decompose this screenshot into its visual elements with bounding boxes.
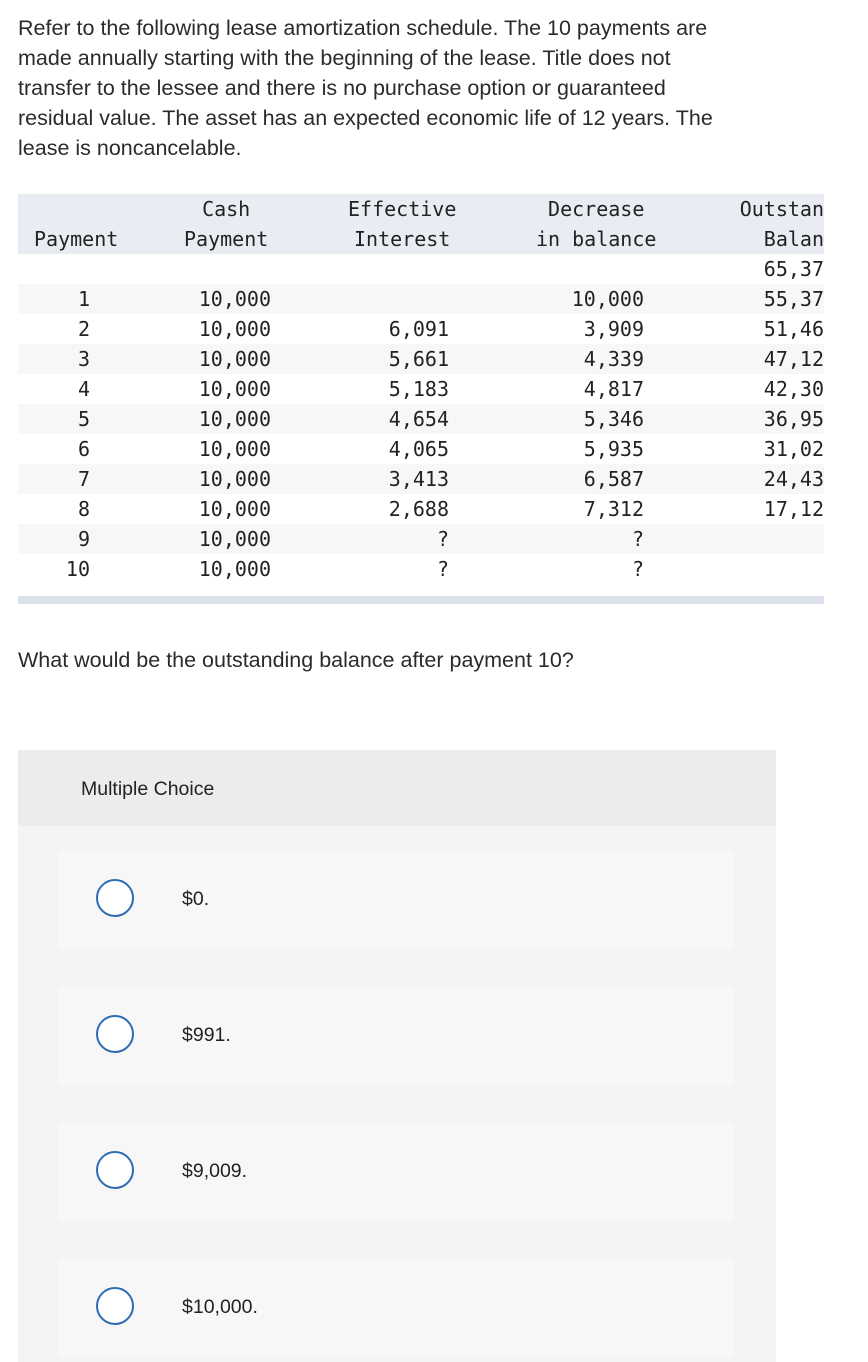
cell-cash: 10,000	[198, 467, 271, 491]
opening-balance: 65,37	[763, 257, 824, 281]
choice-option-0[interactable]	[58, 850, 734, 950]
choice-label: $10,000.	[182, 1296, 258, 1318]
cell-payment: 10	[65, 557, 90, 581]
multiple-choice-title: Multiple Choice	[81, 778, 215, 800]
cell-decrease: 5,346	[583, 407, 644, 431]
cell-balance: 55,37	[763, 287, 824, 311]
cell-cash: 10,000	[198, 287, 271, 311]
cell-interest: 6,091	[388, 317, 449, 341]
radio-button-icon[interactable]	[96, 1151, 134, 1189]
radio-button-icon[interactable]	[96, 1015, 134, 1053]
cell-payment: 1	[77, 287, 90, 311]
question-line: lease is noncancelable.	[18, 136, 242, 160]
cell-cash: 10,000	[198, 497, 271, 521]
cell-balance: 24,43	[763, 467, 824, 491]
cell-balance: 17,12	[763, 497, 824, 521]
header-outstanding-balance: Outstan Balan	[739, 197, 824, 251]
question-line: transfer to the lessee and there is no purchase option or guaranteed	[18, 76, 666, 100]
cell-decrease: ?	[631, 557, 644, 581]
cell-balance: 31,02	[763, 437, 824, 461]
cell-decrease: ?	[631, 527, 644, 551]
cell-decrease: 5,935	[583, 437, 644, 461]
cell-payment: 7	[77, 467, 90, 491]
question-line: made annually starting with the beginning of the lease. Title does not	[18, 46, 671, 70]
cell-cash: 10,000	[198, 347, 271, 371]
cell-payment: 8	[77, 497, 90, 521]
cell-decrease: 4,339	[583, 347, 644, 371]
cell-cash: 10,000	[198, 527, 271, 551]
cell-cash: 10,000	[198, 317, 271, 341]
cell-balance: 42,30	[763, 377, 824, 401]
cell-interest: 3,413	[388, 467, 449, 491]
cell-decrease: 10,000	[571, 287, 644, 311]
row-band	[18, 524, 824, 554]
radio-button-icon[interactable]	[96, 879, 134, 917]
question-line: residual value. The asset has an expected economic life of 12 years. The	[18, 106, 713, 130]
header-decrease-in-balance: Decrease in balance	[536, 197, 657, 251]
cell-interest: 5,183	[388, 377, 449, 401]
header-cash-payment: Cash Payment	[184, 197, 269, 251]
cell-interest: 5,661	[388, 347, 449, 371]
cell-decrease: 7,312	[583, 497, 644, 521]
question-line: Refer to the following lease amortization schedule. The 10 payments are	[18, 16, 708, 40]
cell-interest: 4,065	[388, 437, 449, 461]
table-footer-bar	[18, 596, 824, 604]
header-effective-interest: Effective Interest	[348, 197, 457, 251]
cell-cash: 10,000	[198, 557, 271, 581]
cell-interest: ?	[436, 527, 449, 551]
cell-decrease: 6,587	[583, 467, 644, 491]
cell-payment: 5	[77, 407, 90, 431]
cell-balance: 47,12	[763, 347, 824, 371]
radio-button-icon[interactable]	[96, 1287, 134, 1325]
choice-label: $9,009.	[182, 1160, 248, 1182]
choice-option-1[interactable]	[58, 986, 734, 1086]
cell-interest: ?	[436, 557, 449, 581]
followup-question: What would be the outstanding balance after payment 10?	[18, 648, 574, 672]
row-band	[18, 284, 824, 314]
cell-interest: 2,688	[388, 497, 449, 521]
cell-payment: 3	[77, 347, 90, 371]
cell-cash: 10,000	[198, 407, 271, 431]
multiple-choice-header	[18, 750, 776, 826]
choice-option-2[interactable]	[58, 1122, 734, 1222]
cell-interest: 4,654	[388, 407, 449, 431]
cell-cash: 10,000	[198, 437, 271, 461]
cell-cash: 10,000	[198, 377, 271, 401]
cell-payment: 9	[77, 527, 90, 551]
cell-balance: 51,46	[763, 317, 824, 341]
header-payment: Payment	[34, 227, 119, 251]
choice-label: $991.	[182, 1024, 231, 1046]
table-header	[18, 194, 824, 254]
cell-decrease: 3,909	[583, 317, 644, 341]
choice-label: $0.	[182, 888, 210, 910]
choice-option-3[interactable]	[58, 1258, 734, 1358]
cell-payment: 2	[77, 317, 90, 341]
multiple-choice-panel	[18, 750, 776, 1362]
question-text	[18, 13, 818, 163]
cell-decrease: 4,817	[583, 377, 644, 401]
amortization-table	[18, 194, 824, 604]
cell-balance: 36,95	[763, 407, 824, 431]
cell-payment: 4	[77, 377, 90, 401]
cell-payment: 6	[77, 437, 90, 461]
